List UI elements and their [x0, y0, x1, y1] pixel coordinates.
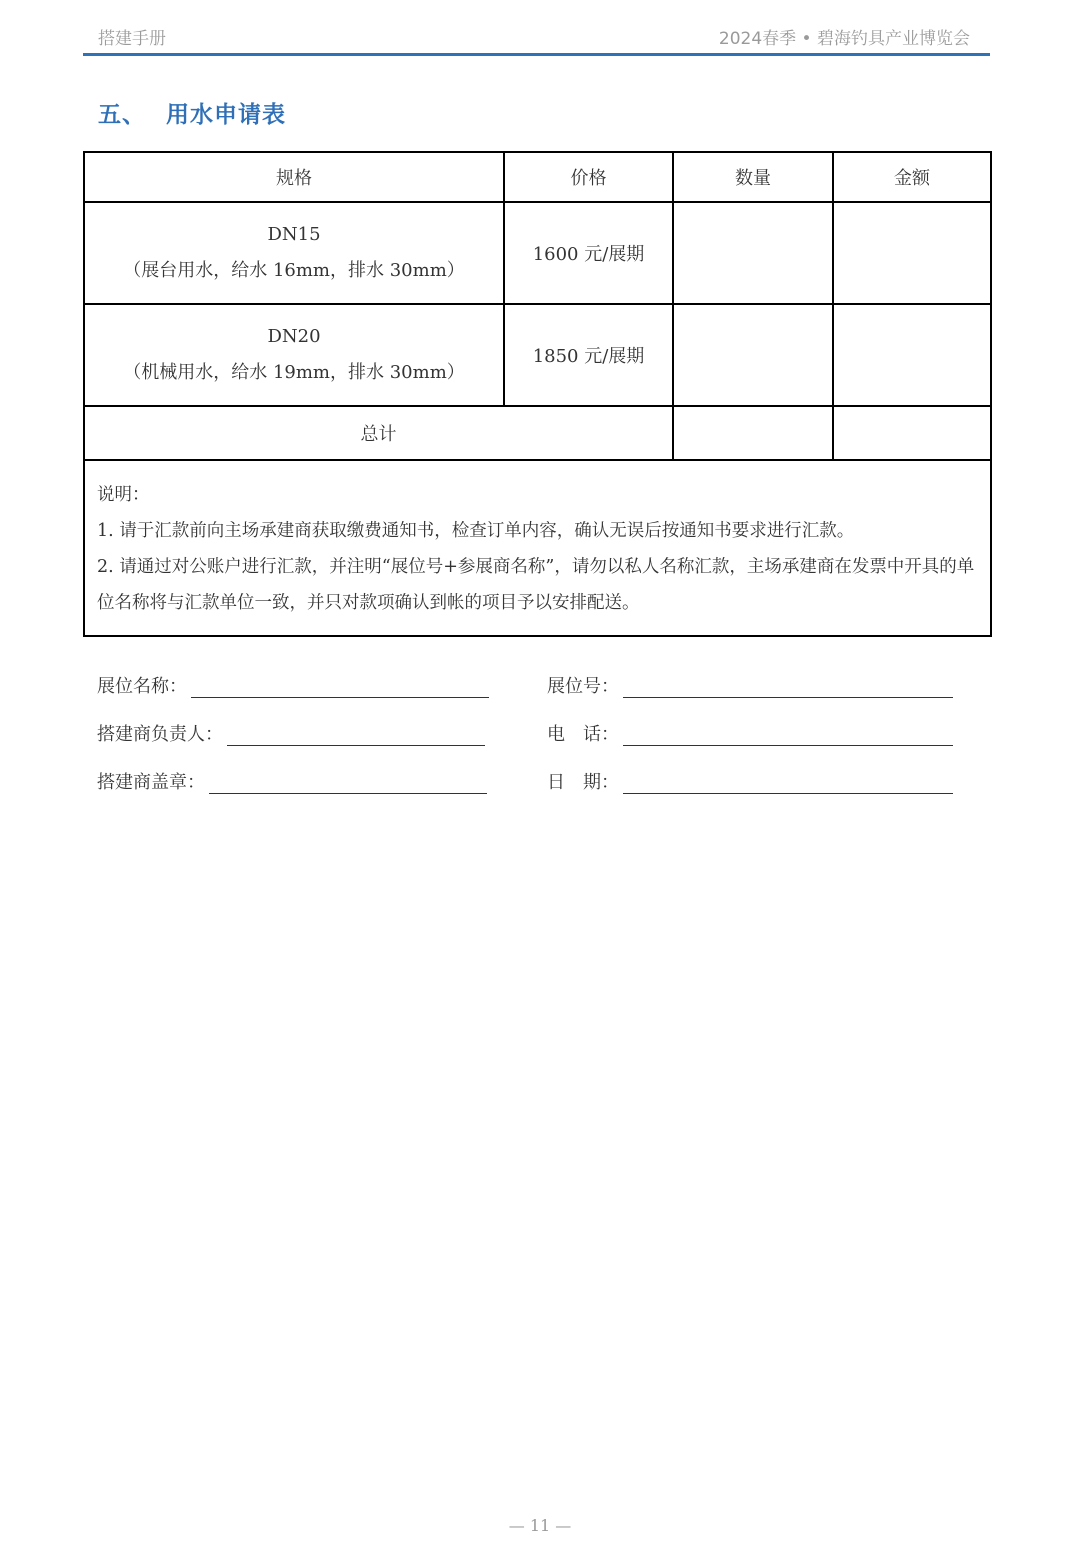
section-title-text: 用水申请表	[166, 102, 286, 128]
table-header-row	[84, 152, 991, 202]
date-label: 日 期：	[547, 772, 619, 793]
contractor-seal-label: 搭建商盖章：	[97, 772, 205, 793]
water-application-table	[83, 151, 992, 637]
price-cell: 1600 元/展期	[504, 202, 673, 304]
header-manual-title: 搭建手册	[98, 29, 166, 49]
quantity-cell[interactable]	[673, 202, 833, 304]
amount-cell[interactable]	[833, 202, 991, 304]
contractor-seal-field	[97, 768, 487, 794]
contractor-person-label: 搭建商负责人：	[97, 724, 223, 745]
spec-detail: （展台用水，给水 16mm，排水 30mm）	[123, 260, 465, 281]
phone-label: 电 话：	[547, 724, 619, 745]
spec-cell	[84, 202, 504, 304]
contractor-person-field	[97, 720, 485, 746]
note-item: 2. 请通过对公账户进行汇款，并注明“展位号+参展商名称”，请勿以私人名称汇款，主场承建商在发票中开具的单位名称将与汇款单位一致，并只对款项确认到帐的项目予以安排配送。	[97, 557, 975, 613]
total-label: 总计	[84, 406, 673, 460]
column-header-spec: 规格	[84, 152, 504, 202]
spec-name: DN15	[267, 224, 321, 245]
spec-name: DN20	[267, 326, 321, 347]
price-cell: 1850 元/展期	[504, 304, 673, 406]
notes-cell	[84, 460, 991, 636]
spec-detail: （机械用水，给水 19mm，排水 30mm）	[123, 362, 465, 383]
contractor-person-input-line[interactable]	[227, 723, 485, 746]
column-header-price: 价格	[504, 152, 673, 202]
table-row	[84, 202, 991, 304]
section-title	[98, 96, 286, 129]
quantity-cell[interactable]	[673, 304, 833, 406]
date-field	[547, 768, 953, 794]
header-divider	[83, 53, 990, 56]
date-input-line[interactable]	[623, 771, 953, 794]
header-event-title: 2024春季 • 碧海钓具产业博览会	[718, 29, 970, 49]
booth-number-field	[547, 672, 953, 698]
page-number: — 11 —	[508, 1516, 572, 1535]
notes-row	[84, 460, 991, 636]
booth-number-label: 展位号：	[547, 676, 619, 697]
section-number: 五、	[98, 102, 146, 128]
notes-title: 说明：	[97, 485, 150, 505]
booth-name-label: 展位名称：	[97, 676, 187, 697]
contractor-seal-input-line[interactable]	[209, 771, 487, 794]
column-header-amount: 金额	[833, 152, 991, 202]
phone-input-line[interactable]	[623, 723, 953, 746]
amount-cell[interactable]	[833, 304, 991, 406]
total-quantity-cell[interactable]	[673, 406, 833, 460]
phone-field	[547, 720, 953, 746]
booth-name-input-line[interactable]	[191, 675, 489, 698]
booth-number-input-line[interactable]	[623, 675, 953, 698]
table-row	[84, 304, 991, 406]
booth-name-field	[97, 672, 489, 698]
column-header-quantity: 数量	[673, 152, 833, 202]
total-amount-cell[interactable]	[833, 406, 991, 460]
spec-cell	[84, 304, 504, 406]
note-item: 1. 请于汇款前向主场承建商获取缴费通知书，检查订单内容，确认无误后按通知书要求进行汇款。	[97, 521, 855, 541]
total-row	[84, 406, 991, 460]
